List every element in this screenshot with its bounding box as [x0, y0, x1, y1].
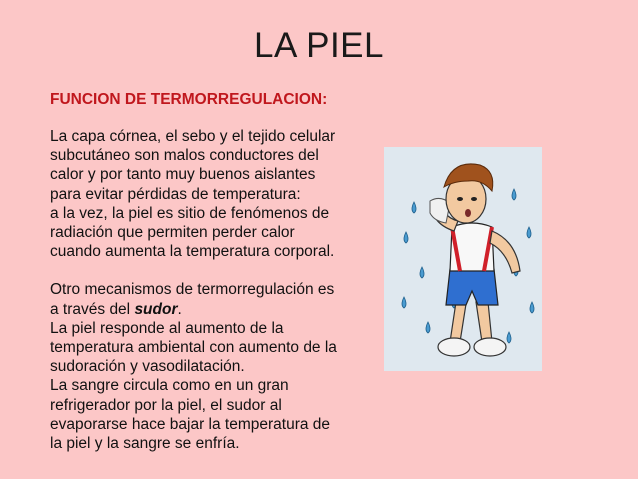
sudor-suffix: . [177, 300, 182, 318]
paragraph-1-line: para evitar pérdidas de temperatura: [50, 185, 301, 203]
paragraph-2-line: refrigerador por la piel, el sudor al [50, 396, 282, 414]
paragraph-2-line: evaporarse hace bajar la temperatura de [50, 415, 331, 433]
paragraph-1-line: cuando aumenta la temperatura corporal. [50, 243, 335, 261]
paragraph-1-line: a la vez, la piel es sitio de fenómenos de [50, 204, 330, 222]
paragraph-2-line: temperatura ambiental con aumento de la [50, 339, 337, 357]
paragraph-2-line-sudor [50, 300, 360, 319]
paragraph-2-line: la piel y la sangre se enfría. [50, 435, 240, 453]
paragraph-1-line: subcutáneo son malos conductores del [50, 147, 319, 165]
paragraph-2-line: Otro mecanismos de termorregulación es [50, 281, 335, 299]
paragraph-2-line: La piel responde al aumento de la [50, 319, 284, 337]
sudor-prefix: a través del [50, 300, 135, 318]
paragraph-2-line: sudoración y vasodilatación. [50, 358, 245, 376]
slide-title: LA PIEL [254, 26, 384, 65]
section-subtitle: FUNCION DE TERMORREGULACION: [50, 91, 328, 108]
paragraph-1-line: calor y por tanto muy buenos aislantes [50, 166, 316, 184]
paragraph-spacer [50, 261, 360, 280]
sudor-emphasis: sudor [134, 300, 178, 318]
body-text [50, 127, 360, 453]
paragraph-1-line: La capa córnea, el sebo y el tejido celular [50, 128, 336, 145]
sweating-boy-illustration [384, 147, 542, 371]
paragraph-2-line: La sangre circula como en un gran [50, 377, 289, 395]
paragraph-1-line: radiación que permiten perder calor [50, 224, 295, 242]
sweating-boy-icon [384, 147, 542, 371]
